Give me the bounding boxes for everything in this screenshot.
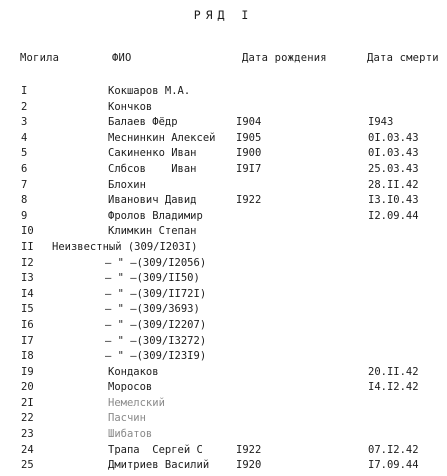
header-grave: Могила	[20, 52, 60, 64]
death-date: 20.II.42	[368, 365, 419, 378]
grave-number: 2I	[21, 396, 34, 409]
table-row	[0, 131, 447, 147]
birth-date: I922	[236, 194, 262, 207]
person-name: – " –(309/II50)	[105, 272, 200, 285]
death-date: 07.I2.42	[368, 443, 419, 456]
burial-list	[0, 84, 447, 474]
person-name: Кончков	[108, 100, 153, 113]
person-name: Иванович Давид	[108, 194, 197, 207]
grave-number: 3	[21, 116, 28, 129]
table-row	[0, 365, 447, 381]
table-row	[0, 209, 447, 225]
person-name: Неизвестный (309/I203I)	[52, 240, 198, 253]
grave-number: 20	[21, 381, 34, 394]
grave-number: 23	[21, 428, 34, 441]
grave-number: 7	[21, 178, 28, 191]
grave-number: 22	[21, 412, 34, 425]
header-birth-date: Дата рождения	[242, 52, 327, 64]
grave-number: 24	[21, 443, 34, 456]
death-date: I943	[368, 116, 394, 129]
table-row	[0, 396, 447, 412]
person-name: Кокшаров М.А.	[108, 85, 191, 97]
death-date: I2.09.44	[368, 209, 419, 222]
table-row	[0, 427, 447, 443]
table-row	[0, 256, 447, 272]
table-row	[0, 178, 447, 194]
grave-number: 4	[21, 131, 28, 144]
grave-number: II	[21, 240, 34, 253]
birth-date: I900	[236, 147, 262, 160]
death-date: 28.II.42	[368, 178, 419, 191]
grave-number: I7	[21, 334, 34, 347]
table-row	[0, 115, 447, 131]
death-date: 0I.03.43	[368, 131, 419, 144]
grave-number: 25	[21, 459, 34, 472]
death-date: I7.09.44	[368, 459, 419, 472]
person-name: – " –(309/3693)	[105, 303, 200, 316]
table-row	[0, 193, 447, 209]
table-row	[0, 318, 447, 334]
grave-number: I6	[21, 318, 34, 331]
grave-number: 5	[21, 147, 28, 160]
grave-number: I5	[21, 303, 34, 316]
birth-date: I905	[236, 131, 262, 144]
person-name: – " –(309/II72I)	[105, 287, 207, 300]
grave-number: 8	[21, 194, 28, 207]
table-row	[0, 302, 447, 318]
birth-date: I904	[236, 116, 262, 129]
table-row	[0, 458, 447, 474]
death-date: I3.I0.43	[368, 194, 419, 207]
birth-date: I920	[236, 459, 262, 472]
grave-number: I	[21, 85, 28, 97]
table-row	[0, 100, 447, 116]
person-name: Блохин	[108, 178, 146, 191]
table-row	[0, 411, 447, 427]
person-name: Меснинкин Алексей	[108, 131, 216, 144]
header-death-date: Дата смерти	[367, 52, 439, 64]
person-name: Сакиненко Иван	[108, 147, 197, 160]
person-name: Трапа Сергей С	[108, 443, 203, 456]
person-name: – " –(309/I2056)	[105, 256, 207, 269]
person-name: – " –(309/I23I9)	[105, 350, 207, 363]
person-name: Кондаков	[108, 365, 159, 378]
table-row	[0, 349, 447, 365]
table-row	[0, 287, 447, 303]
table-row	[0, 334, 447, 350]
grave-number: 6	[21, 162, 28, 175]
person-name: Дмитриев Василий	[108, 459, 210, 472]
death-date: 0I.03.43	[368, 147, 419, 160]
person-name: Фролов Владимир	[108, 209, 203, 222]
grave-number: I8	[21, 350, 34, 363]
table-row	[0, 84, 447, 100]
grave-number: I3	[21, 272, 34, 285]
person-name: – " –(309/I2207)	[105, 318, 207, 331]
person-name: Немелский	[108, 396, 165, 409]
table-row	[0, 271, 447, 287]
table-row	[0, 240, 447, 256]
header-name: ФИО	[112, 52, 132, 64]
table-row	[0, 162, 447, 178]
grave-number: 9	[21, 209, 28, 222]
birth-date: I922	[236, 443, 262, 456]
birth-date: I9I7	[236, 162, 262, 175]
person-name: Слбсов Иван	[108, 162, 197, 175]
person-name: Моросов	[108, 381, 153, 394]
page-title: РЯД I	[193, 8, 254, 22]
grave-number: I0	[21, 225, 34, 238]
table-row	[0, 380, 447, 396]
grave-number: I9	[21, 365, 34, 378]
grave-number: I2	[21, 256, 34, 269]
person-name: Климкин Степан	[108, 225, 197, 238]
table-row	[0, 443, 447, 459]
death-date: 25.03.43	[368, 162, 419, 175]
person-name: Балаев Фёдр	[108, 116, 178, 129]
person-name: – " –(309/I3272)	[105, 334, 207, 347]
death-date: I4.I2.42	[368, 381, 419, 394]
table-row	[0, 146, 447, 162]
grave-number: 2	[21, 100, 28, 113]
grave-number: I4	[21, 287, 34, 300]
person-name: Шибатов	[108, 428, 153, 441]
person-name: Пасчин	[108, 412, 146, 425]
table-row	[0, 224, 447, 240]
